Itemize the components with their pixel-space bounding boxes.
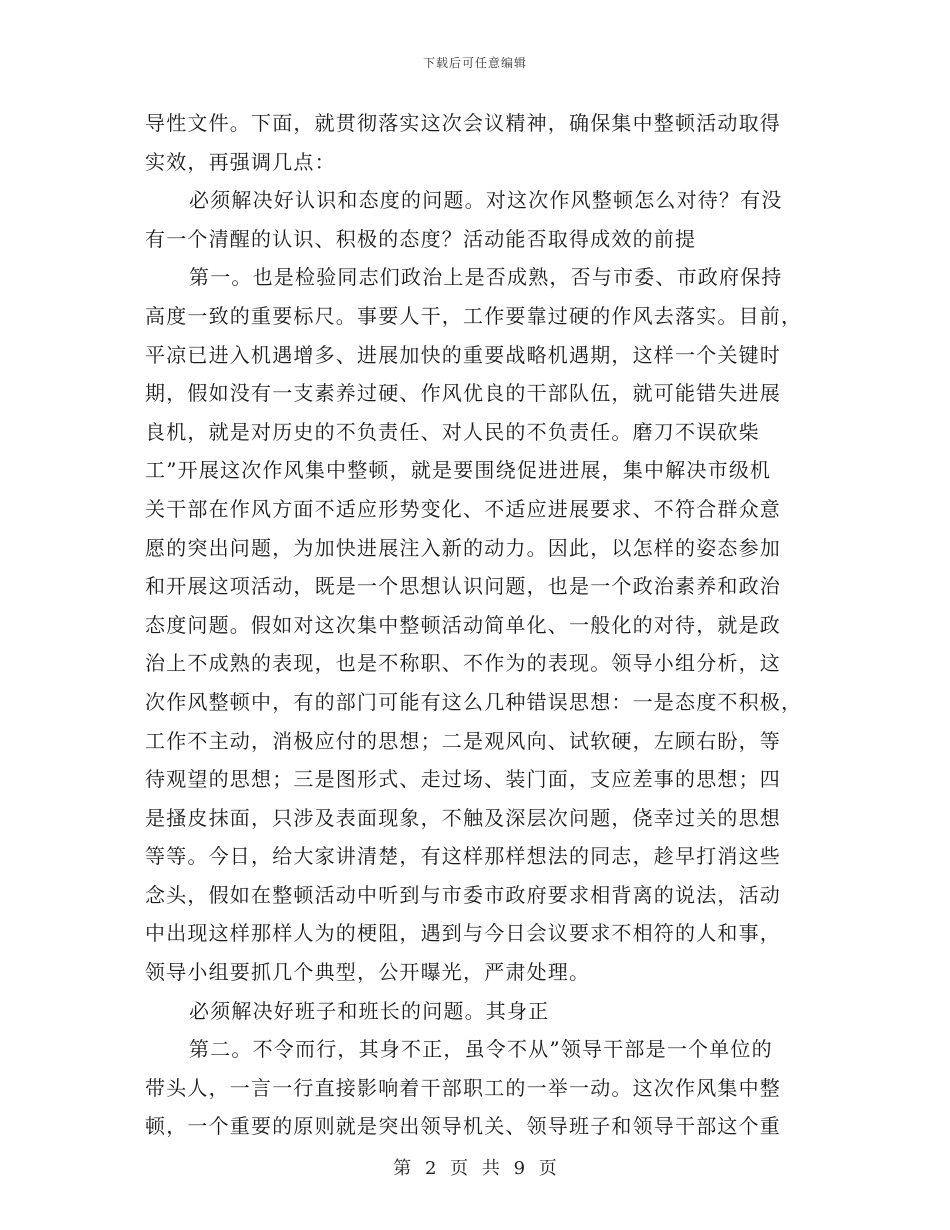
text-line: 导性文件。下面，就贯彻落实这次会议精神，确保集中整顿活动取得 bbox=[145, 111, 781, 135]
text-line: 平凉已进入机遇增多、进展加快的重要战略机遇期，这样一个关键时 bbox=[145, 342, 781, 367]
text-line: 治上不成熟的表现，也是不称职、不作为的表现。领导小组分析，这 bbox=[145, 651, 781, 676]
text-line: 良机，就是对历史的不负责任、对人民的不负责任。磨刀不误砍柴 bbox=[145, 419, 760, 444]
text-line: 态度问题。假如对这次集中整顿活动简单化、一般化的对待，就是政 bbox=[145, 612, 781, 637]
total-pages: 9 bbox=[513, 1158, 526, 1179]
text-line: 实效，再强调几点： bbox=[145, 149, 336, 174]
text-line: 第一。也是检验同志们政治上是否成熟，否与市委、市政府保持 bbox=[189, 265, 783, 290]
page-unit: 页 bbox=[450, 1158, 469, 1179]
text-line: 第二。不令而行，其身不正，虽令不从”领导干部是一个单位的 bbox=[189, 1037, 773, 1062]
text-line: 工作不主动，消极应付的思想；二是观风向、试软硬，左顾右盼，等 bbox=[145, 728, 781, 753]
text-line: 工”开展这次作风集中整顿，就是要围绕促进进展，集中解决市级机 bbox=[145, 458, 772, 483]
text-line: 待观望的思想；三是图形式、走过场、装门面，支应差事的思想；四 bbox=[145, 767, 781, 792]
text-line: 是搔皮抹面，只涉及表面现象，不触及深层次问题，侥幸过关的思想 bbox=[145, 805, 781, 830]
text-line: 高度一致的重要标尺。事要人干，工作要靠过硬的作风去落实。目前， bbox=[145, 303, 803, 328]
text-line: 等等。今日，给大家讲清楚，有这样那样想法的同志，趁早打消这些 bbox=[145, 844, 781, 869]
text-line: 念头，假如在整顿活动中听到与市委市政府要求相背离的说法，活动 bbox=[145, 882, 781, 907]
text-line: 和开展这项活动，既是一个思想认识问题，也是一个政治素养和政治 bbox=[145, 574, 781, 599]
text-line: 有一个清醒的认识、积极的态度？活动能否取得成效的前提 bbox=[145, 226, 697, 251]
text-line: 关干部在作风方面不适应形势变化、不适应进展要求、不符合群众意 bbox=[145, 496, 781, 521]
page-header: 下载后可任意编辑 bbox=[422, 56, 527, 70]
text-line: 带头人，一言一行直接影响着干部职工的一举一动。这次作风集中整 bbox=[145, 1075, 781, 1100]
text-line: 期，假如没有一支素养过硬、作风优良的干部队伍，就可能错失进展 bbox=[145, 381, 781, 406]
text-line: 必须解决好认识和态度的问题。对这次作风整顿怎么对待？有没 bbox=[189, 188, 783, 213]
page-word: 第 bbox=[393, 1158, 412, 1179]
text-line: 领导小组要抓几个典型，公开曝光，严肃处理。 bbox=[145, 960, 591, 985]
text-line: 中出现这样那样人为的梗阻，遇到与今日会议要求不相符的人和事， bbox=[145, 921, 781, 946]
text-line: 愿的突出问题，为加快进展注入新的动力。因此，以怎样的姿态参加 bbox=[145, 535, 781, 560]
total-unit: 页 bbox=[538, 1158, 557, 1179]
page-footer bbox=[0, 1154, 950, 1180]
text-line: 顿，一个重要的原则就是突出领导机关、领导班子和领导干部这个重 bbox=[145, 1114, 781, 1139]
document-body bbox=[145, 104, 805, 1146]
page-number: 2 bbox=[424, 1158, 437, 1179]
text-line: 必须解决好班子和班长的问题。其身正 bbox=[189, 998, 550, 1023]
text-line: 次作风整顿中，有的部门可能有这么几种错误思想：一是态度不积极， bbox=[145, 689, 803, 714]
total-word: 共 bbox=[481, 1158, 500, 1179]
